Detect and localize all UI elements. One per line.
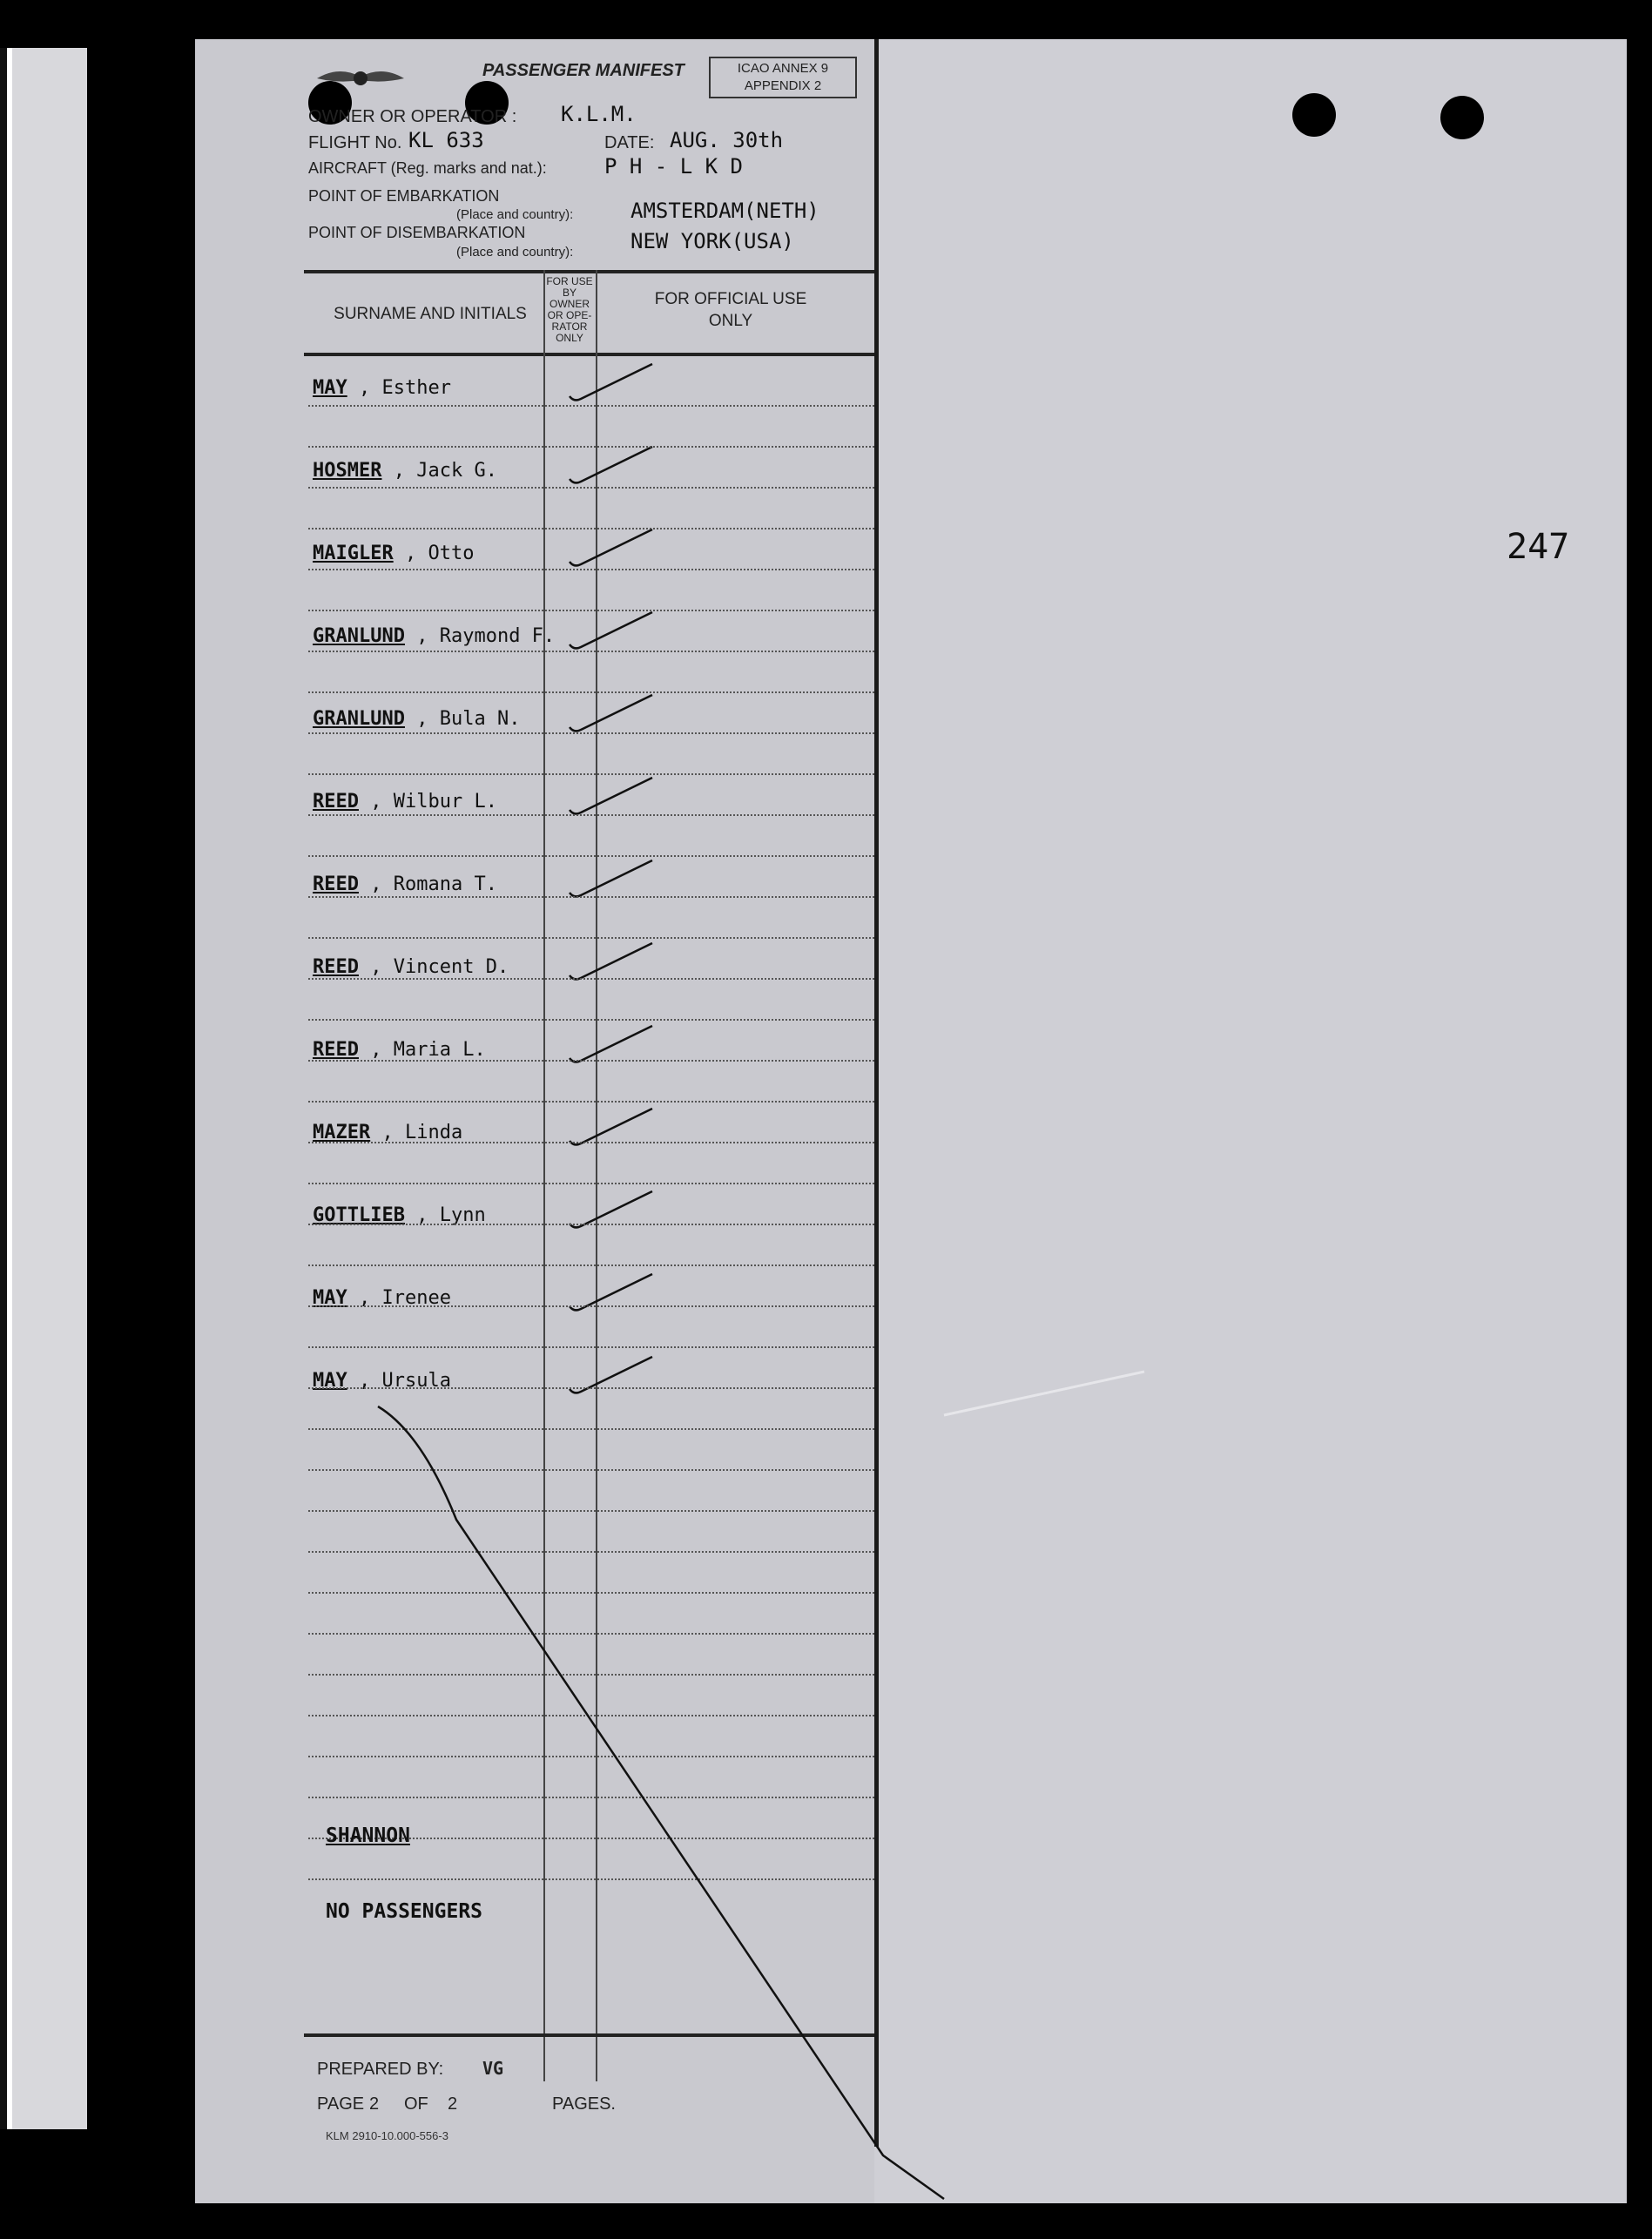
form-code: KLM 2910-10.000-556-3 <box>326 2129 448 2142</box>
passenger-given: Lynn <box>439 1204 486 1226</box>
passenger-surname: MAY <box>313 377 347 399</box>
passenger-separator: , <box>404 708 440 730</box>
prepared-by-initials: VG <box>482 2058 504 2079</box>
col-header-official-use-1: FOR OFFICIAL USE <box>654 290 807 308</box>
disembarkation-value: NEW YORK(USA) <box>630 229 794 253</box>
passenger-surname: REED <box>313 1039 359 1061</box>
passenger-given: Raymond F. <box>439 625 556 647</box>
passenger-separator: , <box>381 460 417 482</box>
passenger-surname: MAY <box>313 1287 347 1309</box>
embarkation-label: POINT OF EMBARKATION <box>308 187 500 205</box>
aircraft-label: AIRCRAFT (Reg. marks and nat.): <box>308 159 547 177</box>
passenger-surname: MAY <box>313 1370 347 1392</box>
passenger-given: Romana T. <box>393 873 497 895</box>
passenger-given: Wilbur L. <box>393 791 497 813</box>
passenger-separator: , <box>358 956 394 978</box>
flight-label: FLIGHT No. <box>308 133 402 152</box>
date-label: DATE: <box>604 133 655 152</box>
manifest-sheet <box>195 39 1627 2203</box>
form-title: PASSENGER MANIFEST <box>482 61 684 80</box>
col-header-name: SURNAME AND INITIALS <box>334 305 527 323</box>
embarkation-sub: (Place and country): <box>456 207 574 222</box>
disembarkation-sub: (Place and country): <box>456 245 574 260</box>
icao-annex-line2: APPENDIX 2 <box>744 78 822 93</box>
passenger-surname: HOSMER <box>313 460 382 482</box>
flight-value: KL 633 <box>408 128 484 152</box>
passenger-separator: , <box>358 873 394 895</box>
disembarkation-label: POINT OF DISEMBARKATION <box>308 224 526 241</box>
passenger-separator: , <box>370 1122 405 1143</box>
passenger-surname: GRANLUND <box>313 708 405 730</box>
passenger-separator: , <box>404 625 440 647</box>
page-total: 2 <box>448 2094 458 2114</box>
col-header-owner-use: FOR USE BY OWNER OR OPE- RATOR ONLY <box>546 275 593 344</box>
passenger-given: Maria L. <box>393 1039 486 1061</box>
of-label: OF <box>404 2094 428 2114</box>
passenger-given: Jack G. <box>416 460 497 482</box>
owner-label: OWNER OR OPERATOR : <box>308 107 517 126</box>
passenger-separator: , <box>358 791 394 813</box>
page-edge-line <box>0 48 7 2129</box>
passenger-given: Linda <box>404 1122 463 1143</box>
passenger-surname: REED <box>313 873 359 895</box>
owner-value: K.L.M. <box>561 102 637 126</box>
passenger-separator: , <box>404 1204 440 1226</box>
passenger-separator: , <box>347 1370 382 1392</box>
pages-label: PAGES. <box>552 2094 616 2114</box>
no-passengers-note: NO PASSENGERS <box>326 1900 483 1923</box>
passenger-given: Esther <box>381 377 451 399</box>
passenger-surname: GOTTLIEB <box>313 1204 405 1226</box>
passenger-separator: , <box>347 377 382 399</box>
passenger-surname: REED <box>313 791 359 813</box>
passenger-surname: MAIGLER <box>313 543 394 564</box>
date-value: AUG. 30th <box>670 128 784 152</box>
col-header-official-use-2: ONLY <box>708 312 753 330</box>
adjacent-page-edge <box>0 48 87 2129</box>
passenger-given: Ursula <box>381 1370 451 1392</box>
aircraft-value: P H - L K D <box>604 154 743 179</box>
stopover-label: SHANNON <box>326 1824 410 1847</box>
embarkation-value: AMSTERDAM(NETH) <box>630 199 819 223</box>
cancel-diagonal-line <box>195 39 1627 2203</box>
passenger-given: Bula N. <box>439 708 521 730</box>
page-number: 2 <box>369 2094 380 2114</box>
page-edge-shade <box>7 48 12 2129</box>
passenger-separator: , <box>347 1287 382 1309</box>
passenger-surname: GRANLUND <box>313 625 405 647</box>
passenger-given: Otto <box>428 543 475 564</box>
prepared-by-label: PREPARED BY: <box>317 2060 444 2079</box>
passenger-given: Vincent D. <box>393 956 509 978</box>
page-label: PAGE <box>317 2094 365 2114</box>
passenger-given: Irenee <box>381 1287 451 1309</box>
passenger-separator: , <box>358 1039 394 1061</box>
passenger-surname: MAZER <box>313 1122 371 1143</box>
passenger-separator: , <box>393 543 428 564</box>
passenger-surname: REED <box>313 956 359 978</box>
icao-annex-line1: ICAO ANNEX 9 <box>737 61 829 76</box>
stamp-number: 247 <box>1507 527 1570 567</box>
